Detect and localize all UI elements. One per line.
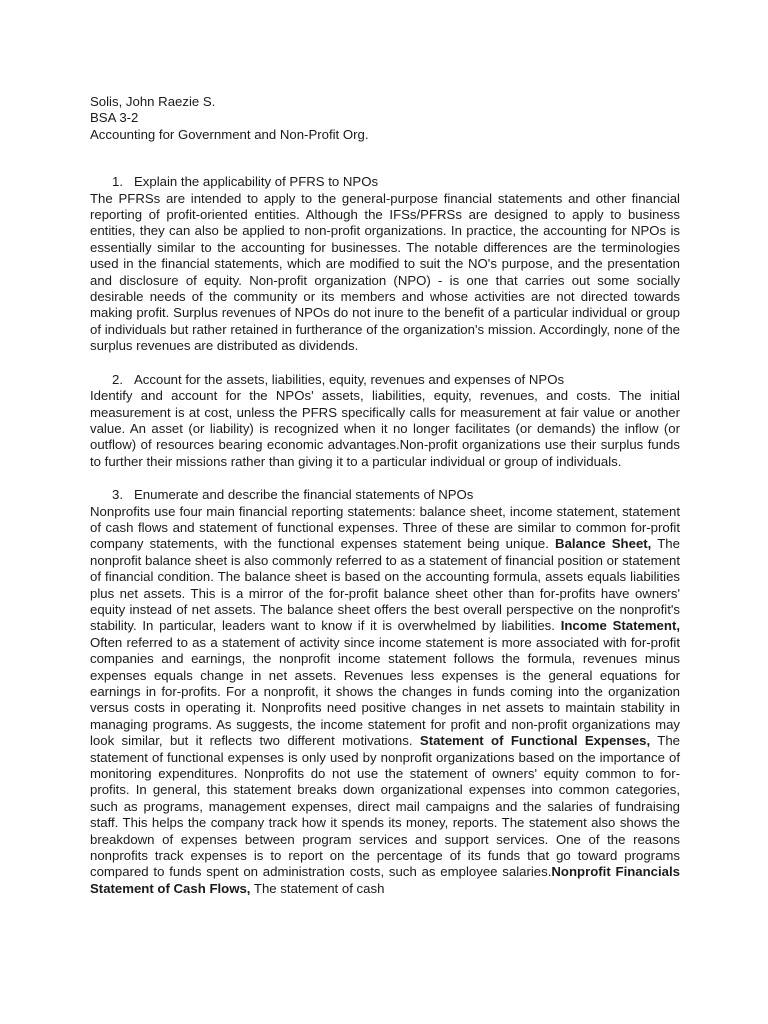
question-number: 3.	[112, 487, 123, 503]
functional-expenses-term: Statement of Functional Expenses,	[419, 733, 651, 749]
answer-3-paragraph	[90, 504, 680, 898]
cash-flows-text: The statement of cash	[253, 880, 385, 896]
question-title: Enumerate and describe the financial statements of NPOs	[134, 487, 474, 503]
question-2-heading	[90, 372, 680, 388]
functional-expenses-text: The statement of functional expenses is only used by nonprofit organizations based on the importance of monitoring expenditures. Nonprofits do not use the statement of owners' equity common to for-profits. In general, this statement breaks down organizational expenses into common categories, such as programs, management expenses, direct mail campaigns and the salaries of fundraising staff. This helps the company track how it spends its money, reports. The statement also shows the breakdown of expenses between program services and support services. One of the reasons nonprofits track expenses is to report on the percentage of its funds that go toward programs compared to funds spent on administration costs, such as employee salaries.	[90, 733, 680, 880]
question-3-heading	[90, 487, 680, 503]
question-1-heading	[90, 174, 680, 190]
course-title: Accounting for Government and Non-Profit Org.	[90, 126, 369, 142]
income-statement-text: Often referred to as a statement of activity since income statement is more associated with for-profit companies and earnings, the nonprofit income statement follows the formula, revenues minus expenses equals change in net assets. Revenues less expenses is the general equations for earnings in for-profits. For a nonprofit, it shows the changes in funds coming into the organization versus costs in operating it. Nonprofits need positive changes in net assets to maintain stability in managing programs. As suggests, the income statement for profit and non-profit organizations may look similar, but it reflects two different motivations.	[90, 634, 680, 749]
student-section: BSA 3-2	[90, 110, 139, 126]
answer-1-paragraph: The PFRSs are intended to apply to the general-purpose financial statements and other financial reporting of profit-oriented entities. Although the IFSs/PFRSs are designed to apply to business entities, they can also be applied to non-profit organizations. In practice, the accounting for NPOs is essentially similar to the accounting for businesses. The notable differences are the terminologies used in the financial statements, which are modified to suit the NO's purpose, and the presentation and disclosure of equity. Non-profit organization (NPO) - is one that carries out some socially desirable needs of the community or its members and whose activities are not directed towards making profit. Surplus revenues of NPOs do not inure to the benefit of a particular individual or group of individuals but rather retained in furtherance of the organization's mission. Accordingly, none of the surplus revenues are distributed as dividends.	[90, 190, 680, 354]
question-title: Account for the assets, liabilities, equity, revenues and expenses of NPOs	[134, 371, 565, 387]
balance-sheet-term: Balance Sheet,	[555, 536, 652, 552]
income-statement-term: Income Statement,	[560, 618, 680, 634]
question-number: 1.	[112, 174, 123, 190]
question-number: 2.	[112, 371, 123, 387]
answer-2-paragraph: Identify and account for the NPOs' assets, liabilities, equity, revenues, and costs. The initial measurement is at cost, unless the PFRS specifically calls for measurement at fair value or another value. An asset (or liability) is recognized when it no longer facilitates (or demands) the inflow (or outflow) of resources bearing economic advantages.Non-profit organizations use their surplus funds to further their missions rather than giving it to a particular individual or group of individuals.	[90, 388, 680, 469]
answer-3-intro: Nonprofits use four main financial reporting statements: balance sheet, income statement, statement of cash flows and statement of functional expenses. Three of these are similar to common for-profit company statements, with the functional expenses statement being unique.	[90, 503, 680, 552]
cash-flows-term: Nonprofit Financials Statement of Cash Flows,	[90, 864, 681, 896]
balance-sheet-text: The nonprofit balance sheet is also commonly referred to as a statement of financial position or statement of financial condition. The balance sheet is based on the accounting formula, assets equals liabilities plus net assets. This is a mirror of the for-profit balance sheet other than for-profits have owners' equity instead of net assets. The balance sheet offers the best overall perspective on the nonprofit's stability. In particular, leaders want to know if it is overwhelmed by liabilities.	[90, 536, 680, 634]
question-title: Explain the applicability of PFRS to NPOs	[134, 174, 379, 190]
student-name: Solis, John Raezie S.	[90, 94, 216, 109]
